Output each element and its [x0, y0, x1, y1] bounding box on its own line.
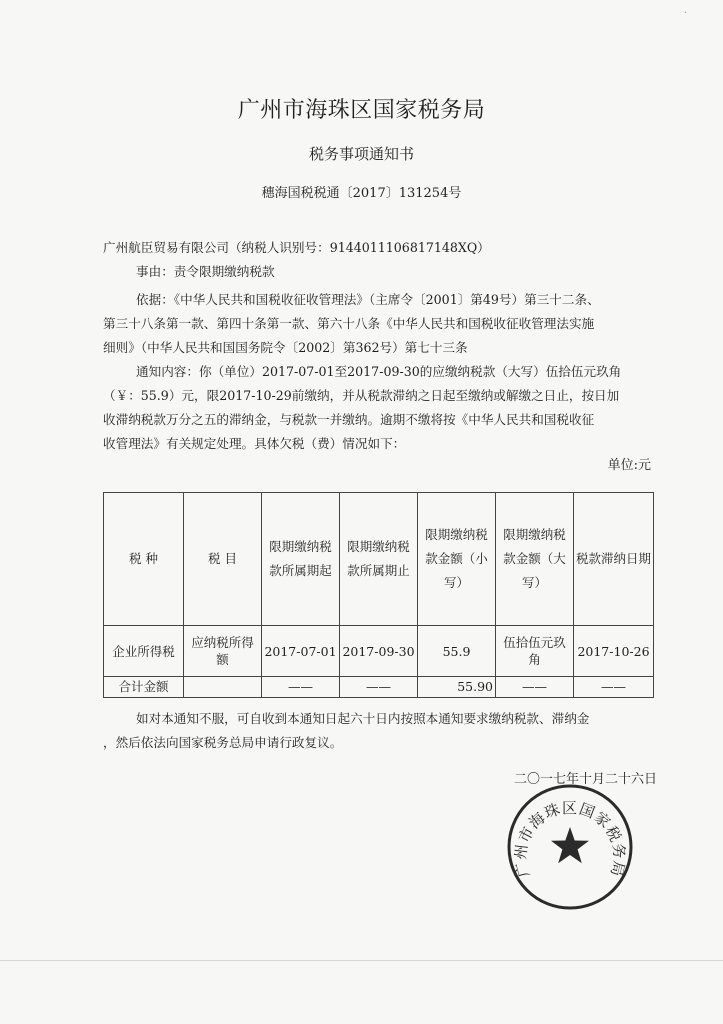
appeal-line-2: ，然后依法向国家税务总局申请行政复议。 [103, 735, 343, 750]
total-label: 合计金额 [104, 677, 184, 698]
official-seal [506, 783, 634, 911]
header-overdue-date: 税款滞纳日期 [574, 493, 654, 626]
document-title: 税务事项通知书 [308, 145, 414, 163]
issuing-authority-title: 广州市海珠区国家税务局 [237, 98, 486, 123]
basis-line-2: 第三十八条第一款、第四十条第一款、第六十八条《中华人民共和国税收征收管理法实施 [103, 316, 595, 331]
cell-period-start: 2017-07-01 [262, 626, 340, 677]
total-end: —— [340, 677, 418, 698]
total-amount-small: 55.90 [418, 677, 496, 698]
seal-star-icon [551, 827, 589, 863]
recipient-line: 广州航臣贸易有限公司（纳税人识别号：9144011106817148XQ） [103, 240, 490, 255]
cell-period-end: 2017-09-30 [340, 626, 418, 677]
table-header-row [104, 493, 654, 626]
issue-date: 二〇一七年十月二十六日 [513, 772, 657, 787]
header-period-end: 限期缴纳税款所属期止 [340, 493, 418, 626]
total-start: —— [262, 677, 340, 698]
document-number: 穗海国税税通〔2017〕131254号 [261, 186, 462, 201]
subject-line: 事由：责令限期缴纳税款 [136, 264, 275, 279]
basis-line-1: 依据：《中华人民共和国税收征收管理法》（主席令〔2001〕第49号）第三十二条、 [136, 292, 600, 307]
notice-line-3: 收滞纳税款万分之五的滞纳金，与税款一并缴纳。逾期不缴将按《中华人民共和国税收征 [103, 412, 595, 427]
total-date: —— [574, 677, 654, 698]
table-total-row [104, 677, 654, 698]
total-empty-cell [184, 677, 262, 698]
notice-line-4: 收管理法》有关规定处理。具体欠税（费）情况如下： [103, 436, 406, 451]
notice-line-1: 通知内容：你（单位）2017-07-01至2017-09-30的应缴纳税款（大写）伍拾伍元玖角 [136, 364, 622, 379]
page-fold-line [0, 960, 723, 961]
cell-amount-big: 伍拾伍元玖角 [496, 626, 574, 677]
basis-line-3: 细则》（中华人民共和国国务院令〔2002〕第362号）第七十三条 [103, 340, 468, 355]
tax-table [103, 492, 654, 698]
table-row [104, 626, 654, 677]
unit-label: 单位:元 [607, 458, 651, 473]
cell-tax-type: 企业所得税 [104, 626, 184, 677]
appeal-line-1: 如对本通知不服，可自收到本通知日起六十日内按照本通知要求缴纳税款、滞纳金 [136, 711, 590, 726]
header-tax-type: 税 种 [104, 493, 184, 626]
cell-overdue-date: 2017-10-26 [574, 626, 654, 677]
header-tax-item: 税 目 [184, 493, 262, 626]
corner-mark: · [684, 8, 688, 19]
header-period-start: 限期缴纳税款所属期起 [262, 493, 340, 626]
header-amount-big: 限期缴纳税款金额（大写） [496, 493, 574, 626]
notice-line-2: （￥：55.9）元，限2017-10-29前缴纳，并从税款滞纳之日起至缴纳或解缴之日止，按日加 [103, 388, 620, 403]
header-amount-small: 限期缴纳税款金额（小写） [418, 493, 496, 626]
cell-tax-item: 应纳税所得额 [184, 626, 262, 677]
seal-text: 广州市海珠区国家税务局 [511, 798, 629, 880]
cell-amount-small: 55.9 [418, 626, 496, 677]
total-amount-big: —— [496, 677, 574, 698]
